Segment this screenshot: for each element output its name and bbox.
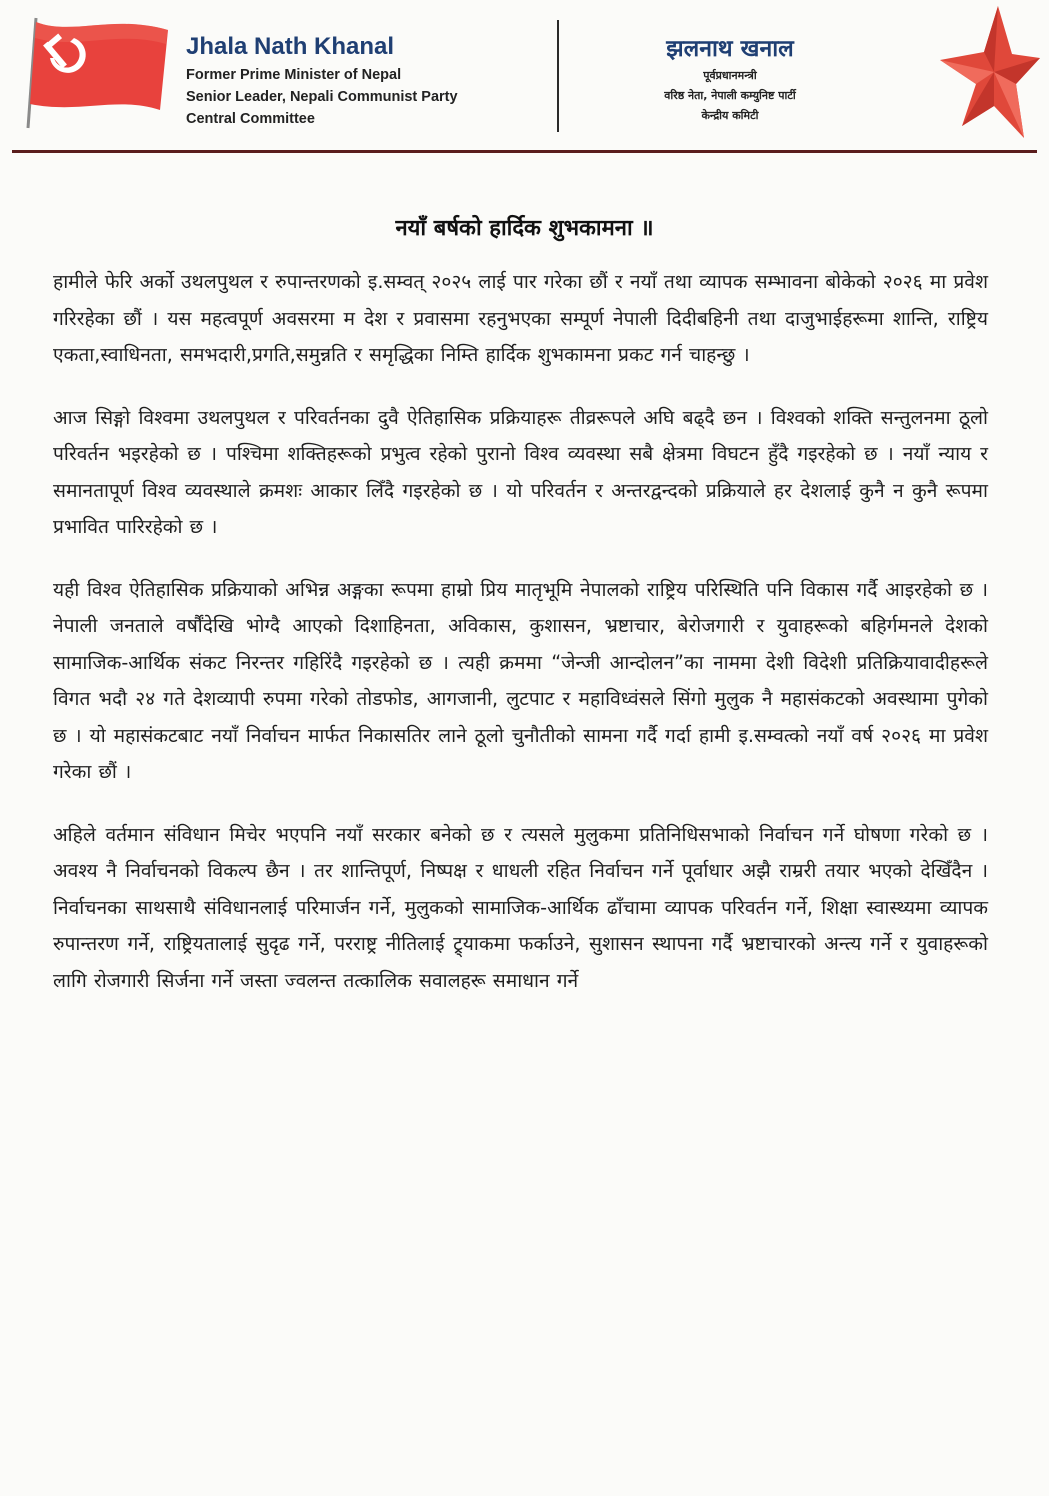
- nepali-title-3: केन्द्रीय कमिटी: [701, 109, 759, 122]
- nepali-name: झलनाथ खनाल: [666, 36, 794, 62]
- red-star-icon: [936, 2, 1042, 142]
- english-title-2: Senior Leader, Nepali Communist Party: [186, 89, 458, 105]
- english-heading: [186, 32, 546, 130]
- nepali-heading: [600, 34, 860, 126]
- paragraph-3: यही विश्व ऐतिहासिक प्रक्रियाको अभिन्न अङ्गका रूपमा हाम्रो प्रिय मातृभूमि नेपालको राष्ट्रिय परिस्थिति पनि विकास गर्दै आइरहेको छ । नेपाली जनताले वर्षौंदेखि भोग्दै आएको दिशाहिनता, अविकास, कुशासन, भ्रष्टाचार, बेरोजगारी र युवाहरूको बहिर्गमनले देशको सामाजिक-आर्थिक संकट निरन्तर गहिरिंदै गइरहेको छ । त्यही क्रममा “जेन्जी आन्दोलन”का नाममा देशी विदेशी प्रतिक्रियावादीहरूले विगत भदौ २४ गते देशव्यापी रुपमा गरेको तोडफोड, आगजानी, लुटपाट र महाविध्वंसले सिंगो मुलुक नै महासंकटको अवस्थामा पुगेको छ । यो महासंकटबाट नयाँ निर्वाचन मार्फत निकासतिर लाने ठूलो चुनौतीको सामना गर्दै गर्दा हामी इ.सम्वत्को नयाँ वर्ष २०२६ मा प्रवेश गरेका छौं ।: [53, 577, 988, 783]
- english-title-3: Central Committee: [186, 111, 315, 127]
- hammer-sickle-flag-icon: [22, 14, 172, 132]
- letter-body: [53, 264, 988, 1025]
- english-name: Jhala Nath Khanal: [186, 33, 395, 60]
- header-divider: [557, 20, 559, 132]
- nepali-title-1: पूर्वप्रधानमन्त्री: [703, 69, 757, 82]
- header-rule: [12, 150, 1037, 153]
- english-title-1: Former Prime Minister of Nepal: [186, 67, 402, 83]
- nepali-title-2: वरिष्ठ नेता, नेपाली कम्युनिष्ट पार्टी: [664, 89, 796, 102]
- document-title: नयाँ बर्षको हार्दिक शुभकामना ॥: [395, 216, 654, 241]
- paragraph-2: आज सिङ्गो विश्वमा उथलपुथल र परिवर्तनका दुवै ऐतिहासिक प्रक्रियाहरू तीव्ररूपले अघि बढ्दै छन । विश्वको शक्ति सन्तुलनमा ठूलो परिवर्तन भइरहेको छ । पश्चिमा शक्तिहरूको प्रभुत्व रहेको पुरानो विश्व व्यवस्था सबै क्षेत्रमा विघटन हुँदै गइरहेको छ । नयाँ न्याय र समानतापूर्ण विश्व व्यवस्थाले क्रमशः आकार लिँदै गइरहेको छ । यो परिवर्तन र अन्तरद्वन्दको प्रक्रियाले हर देशलाई कुनै न कुनै रूपमा प्रभावित पारिरहेको छ ।: [53, 405, 988, 538]
- paragraph-4: अहिले वर्तमान संविधान मिचेर भएपनि नयाँ सरकार बनेको छ र त्यसले मुलुकमा प्रतिनिधिसभाको निर्वाचन गर्ने घोषणा गरेको छ । अवश्य नै निर्वाचनको विकल्प छैन । तर शान्तिपूर्ण, निष्पक्ष र धाधली रहित निर्वाचन गर्ने पूर्वाधार अझै राम्ररी तयार भएको देखिँदैन । निर्वाचनका साथसाथै संविधानलाई परिमार्जन गर्ने, मुलुकको सामाजिक-आर्थिक ढाँचामा व्यापक परिवर्तन गर्ने, शिक्षा स्वास्थ्यमा व्यापक रुपान्तरण गर्ने, राष्ट्रियतालाई सुदृढ गर्ने, परराष्ट्र नीतिलाई ट्र्याकमा फर्काउने, सुशासन स्थापना गर्दै भ्रष्टाचारको अन्त्य गर्ने र युवाहरूको लागि रोजगारी सिर्जना गर्ने जस्ता ज्वलन्त तत्कालिक सवालहरू समाधान गर्ने: [53, 822, 988, 992]
- letterhead: [0, 0, 1049, 160]
- paragraph-1: हामीले फेरि अर्को उथलपुथल र रुपान्तरणको इ.सम्वत् २०२५ लाई पार गरेका छौं र नयाँ तथा व्यापक सम्भावना बोकेको २०२६ मा प्रवेश गरिरहेका छौं । यस महत्वपूर्ण अवसरमा म देश र प्रवासमा रहनुभएका सम्पूर्ण नेपाली दिदीबहिनी तथा दाजुभाईहरूमा शान्ति, राष्ट्रिय एकता,स्वाधिनता, समभदारी,प्रगति,समुन्नति र समृद्धिका निम्ति हार्दिक शुभकामना प्रकट गर्न चाहन्छु ।: [53, 270, 988, 366]
